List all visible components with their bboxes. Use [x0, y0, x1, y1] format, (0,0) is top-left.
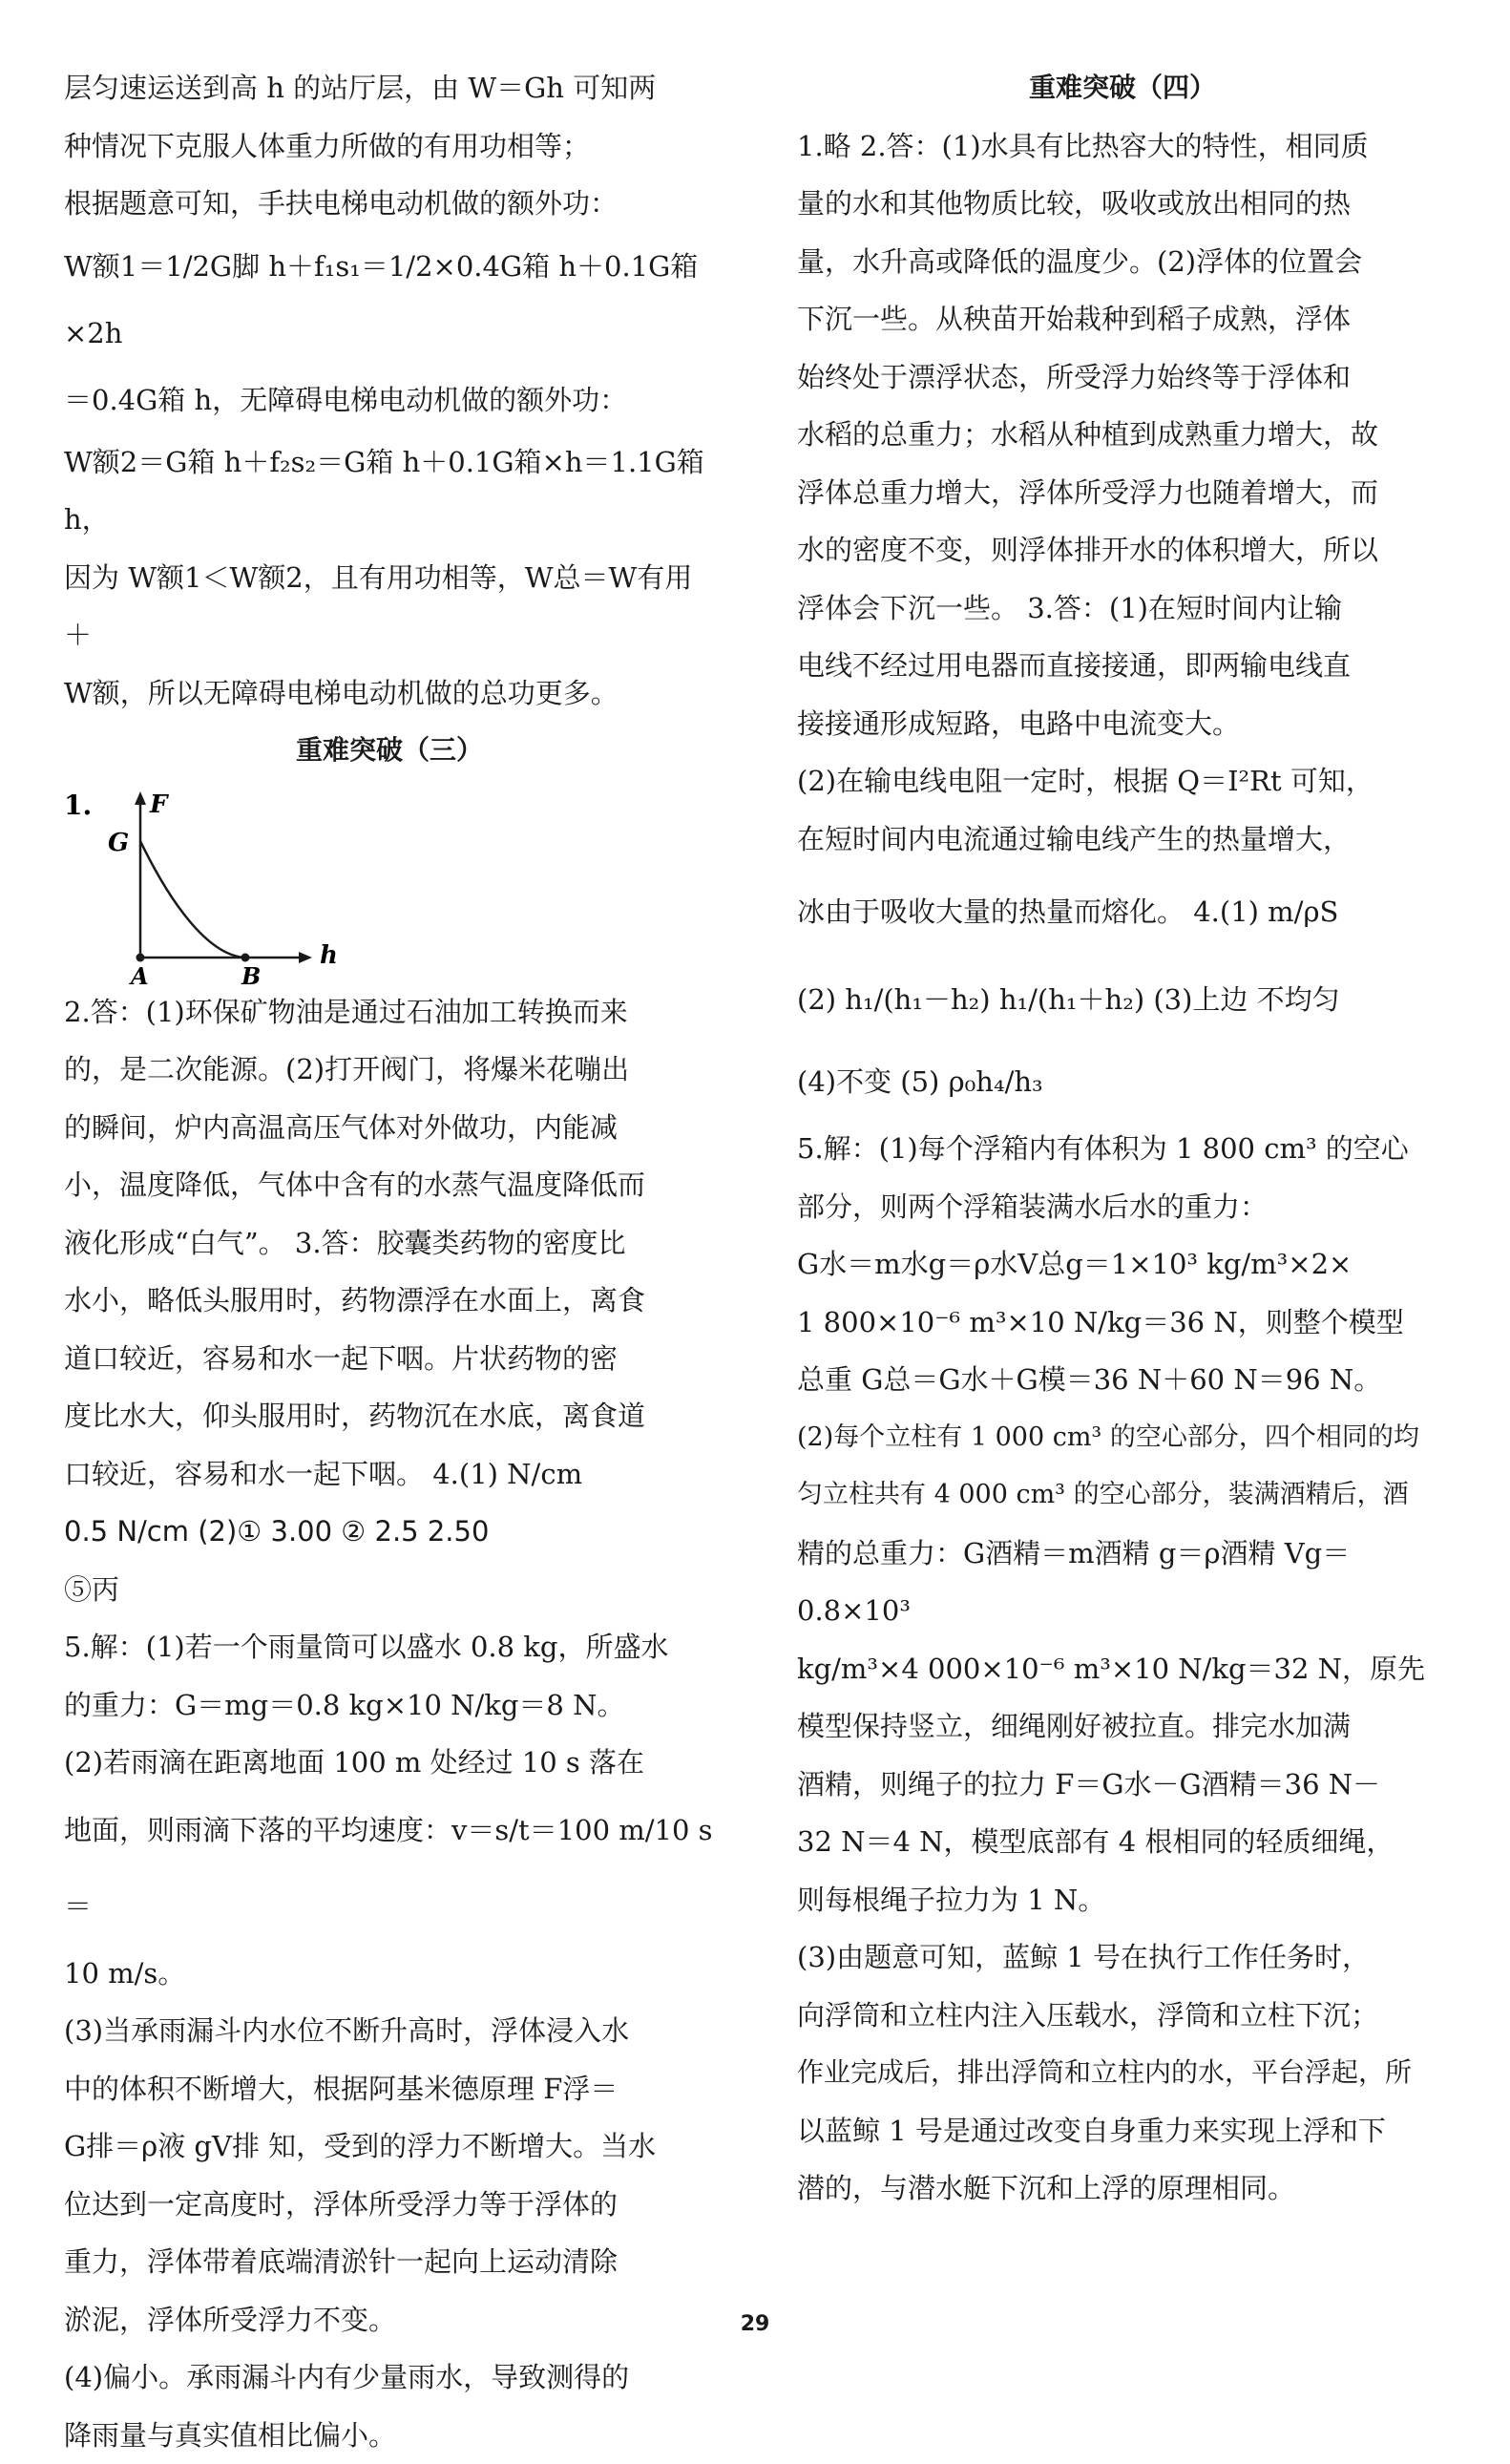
text-line: 水的密度不变，则浮体排开水的体积增大，所以: [797, 521, 1448, 579]
text-line: 量的水和其他物质比较，吸收或放出相同的热: [797, 175, 1448, 233]
g-label: G: [108, 829, 129, 857]
formula-line: W额1＝1/2G脚 h＋f₁s₁＝1/2×0.4G箱 h＋0.1G箱×2h: [64, 233, 715, 367]
text-line: 10 m/s。: [64, 1945, 715, 2003]
text-line: W额，所以无障碍电梯电动机做的总功更多。: [64, 664, 715, 723]
section-heading-3: 重难突破（三）: [64, 722, 715, 780]
section-heading-4: 重难突破（四）: [797, 59, 1448, 117]
text-line: 水稻的总重力；水稻从种植到成熟重力增大，故: [797, 406, 1448, 464]
text-line: 位达到一定高度时，浮体所受浮力等于浮体的: [64, 2176, 715, 2234]
text-line: G水＝m水g＝ρ水V总g＝1×10³ kg/m³×2×: [797, 1235, 1448, 1294]
text-line: ⑤丙: [64, 1561, 715, 1619]
text-line: 接接通形成短路，电路中电流变大。: [797, 695, 1448, 753]
text-line: (4)偏小。承雨漏斗内有少量雨水，导致测得的: [64, 2348, 715, 2407]
text-line: 向浮筒和立柱内注入压载水，浮筒和立柱下沉；: [797, 1987, 1448, 2045]
text-line: 始终处于漂浮状态，所受浮力始终等于浮体和: [797, 348, 1448, 407]
text-line: 度比水大，仰头服用时，药物沉在水底，离食道: [64, 1387, 715, 1445]
formula-line: (4)不变 (5) ρ₀h₄/h₃: [797, 1043, 1448, 1120]
x-axis-label: h: [320, 941, 338, 970]
text-line: 酒精，则绳子的拉力 F＝G水－G酒精＝36 N－: [797, 1756, 1448, 1814]
text-line: 5.解：(1)每个浮箱内有体积为 1 800 cm³ 的空心: [797, 1120, 1448, 1178]
right-column: [797, 59, 1448, 2218]
formula-line: ＝0.4G箱 h，无障碍电梯电动机做的额外功：: [64, 367, 715, 433]
text-line: 道口较近，容易和水一起下咽。片状药物的密: [64, 1330, 715, 1388]
page-number: 29: [0, 2312, 1510, 2336]
text-line: 层匀速运送到高 h 的站厅层，由 W＝Gh 可知两: [64, 59, 715, 117]
graph-item-number: 1.: [64, 790, 92, 821]
graph-svg: [64, 786, 331, 981]
text-line: 模型保持竖立，细绳刚好被拉直。排完水加满: [797, 1697, 1448, 1756]
text-line: 的瞬间，炉内高温高压气体对外做功，内能减: [64, 1099, 715, 1157]
point-a-label: A: [129, 962, 149, 990]
text-line: 总重 G总＝G水＋G模＝36 N＋60 N＝96 N。: [797, 1351, 1448, 1409]
formula-line: 冰由于吸收大量的热量而熔化。 4.(1) m/ρS: [797, 868, 1448, 956]
text-line: 以蓝鲸 1 号是通过改变自身重力来实现上浮和下: [797, 2102, 1448, 2160]
text-line: 精的总重力：G酒精＝m酒精 g＝ρ酒精 Vg＝0.8×10³: [797, 1525, 1448, 1640]
text-line: 电线不经过用电器而直接接通，即两输电线直: [797, 637, 1448, 695]
force-height-graph: [64, 786, 715, 981]
text-line: 口较近，容易和水一起下咽。 4.(1) N/cm: [64, 1445, 715, 1504]
text-line: 小，温度降低，气体中含有的水蒸气温度降低而: [64, 1156, 715, 1214]
text-line: 0.5 N/cm (2)① 3.00 ② 2.5 2.50: [64, 1503, 715, 1561]
point-a-dot: [136, 953, 145, 961]
text-line: 的重力：G＝mg＝0.8 kg×10 N/kg＝8 N。: [64, 1676, 715, 1735]
text-line: 根据题意可知，手扶电梯电动机做的额外功：: [64, 175, 715, 233]
text-line: 部分，则两个浮箱装满水后水的重力：: [797, 1178, 1448, 1236]
y-axis-label: F: [149, 790, 169, 819]
formula-line: 地面，则雨滴下落的平均速度：v＝s/t＝100 m/10 s＝: [64, 1792, 715, 1945]
formula-line: W额2＝G箱 h＋f₂s₂＝G箱 h＋0.1G箱×h＝1.1G箱 h，: [64, 433, 715, 549]
text-line: 液化形成“白气”。 3.答：胶囊类药物的密度比: [64, 1214, 715, 1273]
text-line: 5.解：(1)若一个雨量筒可以盛水 0.8 kg，所盛水: [64, 1618, 715, 1676]
text-line: 下沉一些。从秧苗开始栽种到稻子成熟，浮体: [797, 290, 1448, 348]
force-curve: [140, 841, 245, 958]
text-line: 淤泥，浮体所受浮力不变。: [64, 2291, 715, 2349]
left-column: [64, 59, 715, 2464]
text-line: 32 N＝4 N，模型底部有 4 根相同的轻质细绳，: [797, 1813, 1448, 1871]
text-line: 潜的，与潜水艇下沉和上浮的原理相同。: [797, 2159, 1448, 2218]
text-line: 量，水升高或降低的温度少。(2)浮体的位置会: [797, 233, 1448, 291]
point-b-dot: [241, 953, 250, 961]
text-line: 的，是二次能源。(2)打开阀门，将爆米花嘣出: [64, 1041, 715, 1099]
text-line: 水小，略低头服用时，药物漂浮在水面上，离食: [64, 1272, 715, 1330]
text-line: (3)由题意可知，蓝鲸 1 号在执行工作任务时，: [797, 1928, 1448, 1987]
y-axis-arrow-icon: [135, 791, 146, 805]
text-line: 1 800×10⁻⁶ m³×10 N/kg＝36 N，则整个模型: [797, 1294, 1448, 1352]
text-line: 则每根绳子拉力为 1 N。: [797, 1871, 1448, 1929]
text-line: 种情况下克服人体重力所做的有用功相等；: [64, 117, 715, 176]
x-axis-arrow-icon: [299, 952, 312, 963]
text-line: 作业完成后，排出浮筒和立柱内的水，平台浮起，所: [797, 2044, 1448, 2102]
point-b-label: B: [241, 962, 261, 990]
text-line: kg/m³×4 000×10⁻⁶ m³×10 N/kg＝32 N，原先: [797, 1640, 1448, 1698]
text-line: 浮体总重力增大，浮体所受浮力也随着增大，而: [797, 464, 1448, 522]
text-line: 重力，浮体带着底端清淤针一起向上运动清除: [64, 2233, 715, 2291]
text-line: 因为 W额1＜W额2，且有用功相等，W总＝W有用＋: [64, 549, 715, 664]
text-line: 2.答：(1)环保矿物油是通过石油加工转换而来: [64, 983, 715, 1042]
text-line: 中的体积不断增大，根据阿基米德原理 F浮＝: [64, 2060, 715, 2118]
text-line: 在短时间内电流通过输电线产生的热量增大，: [797, 811, 1448, 869]
text-line: (3)当承雨漏斗内水位不断升高时，浮体浸入水: [64, 2002, 715, 2060]
text-line: (2)每个立柱有 1 000 cm³ 的空心部分，四个相同的均: [797, 1409, 1448, 1467]
formula-line: (2) h₁/(h₁－h₂) h₁/(h₁＋h₂) (3)上边 不均匀: [797, 956, 1448, 1043]
text-line: (2)在输电线电阻一定时，根据 Q＝I²Rt 可知，: [797, 752, 1448, 811]
text-line: (2)若雨滴在距离地面 100 m 处经过 10 s 落在: [64, 1734, 715, 1792]
text-line: 1.略 2.答：(1)水具有比热容大的特性，相同质: [797, 117, 1448, 176]
text-line: 匀立柱共有 4 000 cm³ 的空心部分，装满酒精后，酒: [797, 1466, 1448, 1525]
text-line: 降雨量与真实值相比偏小。: [64, 2407, 715, 2464]
text-line: G排＝ρ液 gV排 知，受到的浮力不断增大。当水: [64, 2117, 715, 2176]
text-line: 浮体会下沉一些。 3.答：(1)在短时间内让输: [797, 579, 1448, 638]
